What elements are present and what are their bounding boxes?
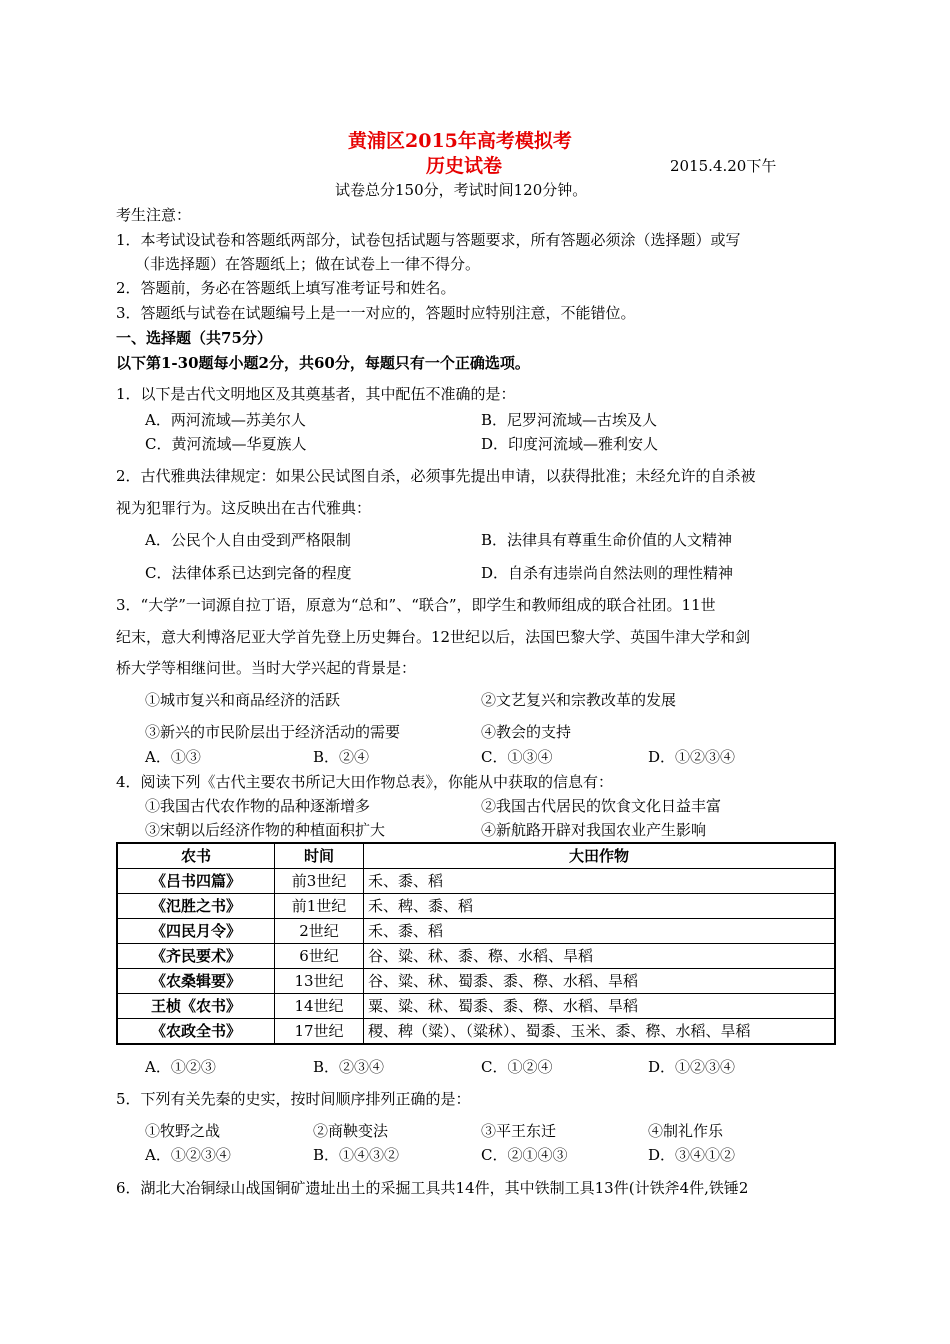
table-row (117, 969, 835, 994)
notice-item-1-line-2: （非选择题）在答题纸上；做在试卷上一律不得分。 (135, 255, 481, 273)
q3-option-d: D．①②③④ (648, 748, 736, 766)
q2-stem-line-2: 视为犯罪行为。这反映出在古代雅典： (116, 499, 372, 517)
q3-stem-line-3: 桥大学等相继问世。当时大学兴起的背景是： (116, 659, 417, 677)
q3-option-b: B．②④ (313, 748, 370, 766)
q1-stem: 1．以下是古代文明地区及其奠基者，其中配伍不准确的是： (116, 385, 516, 403)
table-cell-crops: 禾、稗、黍、稻 (364, 894, 836, 919)
notice-item-1-line-1: 1．本考试设试卷和答题纸两部分，试卷包括试题与答题要求，所有答题必须涂（选择题）或写 (116, 231, 741, 249)
table-row (117, 869, 835, 894)
q2-option-b: B．法律具有尊重生命价值的人文精神 (481, 531, 733, 549)
q5-item-3: ③平王东迁 (481, 1122, 557, 1140)
q3-option-a: A．①③ (145, 748, 201, 766)
q5-stem: 5．下列有关先秦的史实，按时间顺序排列正确的是： (116, 1090, 471, 1108)
q3-item-4: ④教会的支持 (481, 723, 572, 741)
q4-option-a: A．①②③ (145, 1058, 216, 1076)
q3-item-3: ③新兴的市民阶层出于经济活动的需要 (145, 723, 401, 741)
section-instruction: 以下第1-30题每小题2分，共60分，每题只有一个正确选项。 (116, 354, 530, 372)
table-cell-crops: 谷、粱、秫、黍、穄、水稻、旱稻 (364, 944, 836, 969)
q4-option-d: D．①②③④ (648, 1058, 736, 1076)
q5-option-a: A．①②③④ (145, 1146, 231, 1164)
table-row (117, 994, 835, 1019)
table-cell-book: 《农桑辑要》 (117, 969, 275, 994)
table-header-cell: 农书 (117, 843, 275, 869)
q4-stem: 4．阅读下列《古代主要农书所记大田作物总表》，你能从中获取的信息有： (116, 773, 614, 791)
table-header-cell: 时间 (275, 843, 364, 869)
table-row (117, 919, 835, 944)
table-header-row (117, 843, 835, 869)
q3-stem-line-1: 3．“大学”一词源自拉丁语，原意为“总和”、“联合”，即学生和教师组成的联合社团。11世 (116, 596, 716, 614)
q1-option-b: B．尼罗河流域—古埃及人 (481, 411, 658, 429)
table-cell-book: 《氾胜之书》 (117, 894, 275, 919)
q3-option-c: C．①③④ (481, 748, 553, 766)
table-cell-time: 17世纪 (275, 1019, 364, 1045)
q1-option-c: C．黄河流域—华夏族人 (145, 435, 307, 453)
notice-heading: 考生注意： (116, 206, 192, 224)
exam-title: 黄浦区2015年高考模拟考 (348, 130, 572, 152)
q4-item-3: ③宋朝以后经济作物的种植面积扩大 (145, 821, 386, 839)
q4-option-b: B．②③④ (313, 1058, 385, 1076)
exam-summary: 试卷总分150分，考试时间120分钟。 (335, 181, 588, 199)
exam-date: 2015.4.20下午 (670, 157, 777, 175)
table-cell-crops: 粟、粱、秫、蜀黍、黍、穄、水稻、旱稻 (364, 994, 836, 1019)
table-cell-time: 2世纪 (275, 919, 364, 944)
table-row (117, 894, 835, 919)
table-cell-book: 《四民月令》 (117, 919, 275, 944)
table-cell-time: 14世纪 (275, 994, 364, 1019)
q3-stem-line-2: 纪末，意大利博洛尼亚大学首先登上历史舞台。12世纪以后，法国巴黎大学、英国牛津大学和剑 (116, 628, 751, 646)
table-cell-crops: 谷、粱、秫、蜀黍、黍、穄、水稻、旱稻 (364, 969, 836, 994)
table-cell-crops: 稷、稗（粱）、（粱秫）、蜀黍、玉米、黍、穄、水稻、旱稻 (364, 1019, 836, 1045)
q5-item-4: ④制礼作乐 (648, 1122, 724, 1140)
table-cell-book: 《吕书四篇》 (117, 869, 275, 894)
table-cell-time: 13世纪 (275, 969, 364, 994)
table-cell-time: 前1世纪 (275, 894, 364, 919)
table-cell-crops: 禾、黍、稻 (364, 919, 836, 944)
q5-option-c: C．②①④③ (481, 1146, 568, 1164)
table-cell-time: 前3世纪 (275, 869, 364, 894)
q2-option-d: D．自杀有违崇尚自然法则的理性精神 (481, 564, 734, 582)
q4-item-4: ④新航路开辟对我国农业产生影响 (481, 821, 707, 839)
q5-item-2: ②商鞅变法 (313, 1122, 389, 1140)
table-cell-book: 《齐民要术》 (117, 944, 275, 969)
q5-option-b: B．①④③② (313, 1146, 400, 1164)
exam-subtitle: 历史试卷 (426, 155, 503, 177)
table-row (117, 944, 835, 969)
section-heading: 一、选择题（共75分） (116, 329, 272, 347)
q5-option-d: D．③④①② (648, 1146, 736, 1164)
table-cell-crops: 禾、黍、稻 (364, 869, 836, 894)
q4-option-c: C．①②④ (481, 1058, 553, 1076)
q5-item-1: ①牧野之战 (145, 1122, 221, 1140)
table-cell-book: 王桢《农书》 (117, 994, 275, 1019)
q4-item-1: ①我国古代农作物的品种逐渐增多 (145, 797, 371, 815)
notice-item-3: 3．答题纸与试卷在试题编号上是一一对应的，答题时应特别注意，不能错位。 (116, 304, 636, 322)
table-cell-time: 6世纪 (275, 944, 364, 969)
crop-table (116, 842, 836, 1045)
table-row (117, 1019, 835, 1045)
q6-stem: 6．湖北大冶铜绿山战国铜矿遗址出土的采掘工具共14件，其中铁制工具13件(计铁斧4件,铁锤2 (116, 1179, 749, 1197)
q2-option-a: A．公民个人自由受到严格限制 (145, 531, 351, 549)
q2-option-c: C．法律体系已达到完备的程度 (145, 564, 352, 582)
q3-item-1: ①城市复兴和商品经济的活跃 (145, 691, 341, 709)
q1-option-d: D．印度河流域—雅利安人 (481, 435, 659, 453)
q2-stem-line-1: 2．古代雅典法律规定：如果公民试图自杀，必须事先提出申请，以获得批准；未经允许的自杀被 (116, 467, 756, 485)
table-cell-book: 《农政全书》 (117, 1019, 275, 1045)
table-header-cell: 大田作物 (364, 843, 836, 869)
q4-item-2: ②我国古代居民的饮食文化日益丰富 (481, 797, 722, 815)
q1-option-a: A．两河流域—苏美尔人 (145, 411, 306, 429)
q3-item-2: ②文艺复兴和宗教改革的发展 (481, 691, 677, 709)
notice-item-2: 2．答题前，务必在答题纸上填写准考证号和姓名。 (116, 279, 456, 297)
